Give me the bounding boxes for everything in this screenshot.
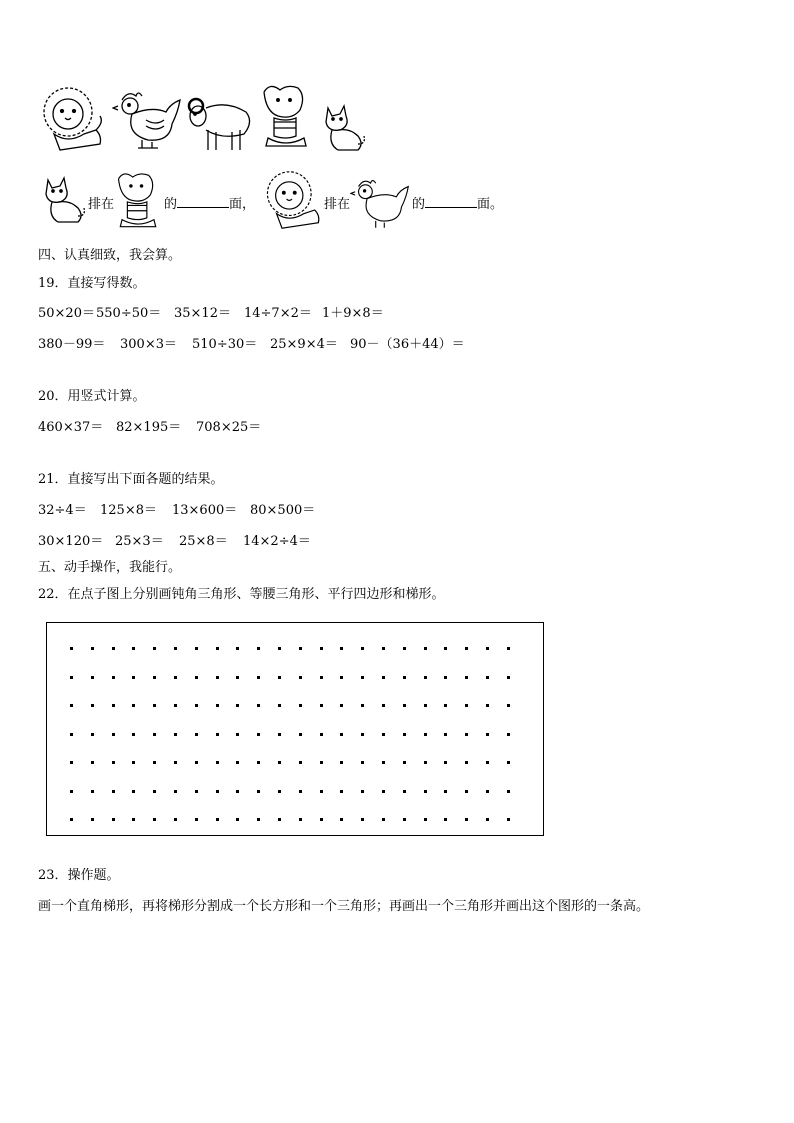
lion-icon (38, 84, 104, 154)
q21-item: 25×3＝ (115, 534, 164, 549)
grid-dot[interactable] (361, 704, 364, 707)
grid-dot[interactable] (153, 676, 156, 679)
grid-dot[interactable] (174, 676, 177, 679)
grid-dot[interactable] (382, 733, 385, 736)
grid-dot[interactable] (195, 647, 198, 650)
q20-item: 460×37＝ (38, 420, 104, 435)
grid-dot[interactable] (278, 761, 281, 764)
grid-dot[interactable] (424, 761, 427, 764)
q19-item: 50×20＝ (38, 306, 95, 321)
grid-dot[interactable] (403, 704, 406, 707)
grid-dot[interactable] (382, 676, 385, 679)
grid-dot[interactable] (382, 704, 385, 707)
q21-row-1 (38, 499, 315, 518)
grid-dot[interactable] (70, 647, 73, 650)
q18-de-2: 的 (412, 197, 426, 212)
grid-dot[interactable] (195, 790, 198, 793)
grid-dot[interactable] (340, 733, 343, 736)
answer-blank-1[interactable] (177, 195, 229, 208)
dot-grid[interactable] (46, 622, 544, 836)
grid-dot[interactable] (320, 676, 323, 679)
q18-text-1: 排在 (88, 197, 115, 212)
grid-dot[interactable] (257, 790, 260, 793)
grid-dot[interactable] (403, 790, 406, 793)
grid-dot[interactable] (444, 676, 447, 679)
q22-title: 22．在点子图上分别画钝角三角形、等腰三角形、平行四边形和梯形。 (38, 587, 445, 602)
grid-dot[interactable] (278, 647, 281, 650)
sheep-icon (182, 94, 252, 154)
dog-icon (260, 82, 312, 152)
grid-dot[interactable] (112, 818, 115, 821)
q19-item: 300×3＝ (120, 337, 177, 352)
grid-dot[interactable] (236, 676, 239, 679)
grid-dot[interactable] (507, 647, 510, 650)
grid-dot[interactable] (153, 733, 156, 736)
grid-dot[interactable] (195, 704, 198, 707)
grid-dot[interactable] (403, 647, 406, 650)
cat-icon (322, 104, 366, 154)
grid-dot[interactable] (507, 818, 510, 821)
grid-dot[interactable] (216, 733, 219, 736)
lion-icon-inline (262, 168, 322, 232)
grid-dot[interactable] (507, 704, 510, 707)
grid-dot[interactable] (257, 761, 260, 764)
grid-dot[interactable] (216, 818, 219, 821)
grid-dot[interactable] (132, 676, 135, 679)
q23-text: 画一个直角梯形，再将梯形分割成一个长方形和一个三角形；再画出一个三角形并画出这个图形的一条高。 (38, 899, 650, 914)
grid-dot[interactable] (153, 818, 156, 821)
grid-dot[interactable] (444, 647, 447, 650)
q19-item: 510÷30＝ (192, 337, 258, 352)
grid-dot[interactable] (278, 733, 281, 736)
q21-item: 25×8＝ (179, 534, 228, 549)
grid-dot[interactable] (361, 647, 364, 650)
grid-dot[interactable] (153, 647, 156, 650)
grid-dot[interactable] (299, 647, 302, 650)
grid-dot[interactable] (153, 790, 156, 793)
q21-item: 14×2÷4＝ (243, 534, 311, 549)
grid-dot[interactable] (320, 818, 323, 821)
grid-dot[interactable] (382, 761, 385, 764)
grid-dot[interactable] (382, 647, 385, 650)
grid-dot[interactable] (112, 733, 115, 736)
grid-dot[interactable] (361, 733, 364, 736)
grid-dot[interactable] (236, 733, 239, 736)
grid-dot[interactable] (444, 818, 447, 821)
q18-end-2: 面。 (477, 197, 504, 212)
grid-dot[interactable] (91, 818, 94, 821)
grid-dot[interactable] (216, 676, 219, 679)
grid-dot[interactable] (257, 733, 260, 736)
q20-item: 708×25＝ (196, 420, 262, 435)
q18-text-2: 排在 (324, 197, 351, 212)
grid-dot[interactable] (257, 676, 260, 679)
cat-icon-inline (42, 176, 86, 226)
grid-dot[interactable] (320, 647, 323, 650)
q18-de-1: 的 (164, 197, 178, 212)
grid-dot[interactable] (236, 818, 239, 821)
grid-dot[interactable] (340, 676, 343, 679)
grid-dot[interactable] (361, 818, 364, 821)
grid-dot[interactable] (278, 818, 281, 821)
grid-dot[interactable] (112, 790, 115, 793)
grid-dot[interactable] (507, 676, 510, 679)
grid-dot[interactable] (320, 733, 323, 736)
grid-dot[interactable] (340, 790, 343, 793)
grid-dot[interactable] (465, 704, 468, 707)
q19-item: 14÷7×2＝ (244, 306, 312, 321)
grid-dot[interactable] (486, 818, 489, 821)
q21-item: 80×500＝ (250, 503, 316, 518)
q21-row-2 (38, 530, 311, 549)
q19-row-2 (38, 333, 465, 352)
rooster-icon (112, 86, 182, 150)
q19-title: 19．直接写得数。 (38, 276, 146, 291)
grid-dot[interactable] (424, 733, 427, 736)
grid-dot[interactable] (299, 704, 302, 707)
grid-dot[interactable] (424, 676, 427, 679)
q20-row-1 (38, 416, 261, 435)
grid-dot[interactable] (195, 761, 198, 764)
grid-dot[interactable] (340, 818, 343, 821)
grid-dot[interactable] (153, 704, 156, 707)
q19-item: 35×12＝ (174, 306, 231, 321)
q23-title: 23．操作题。 (38, 868, 120, 883)
grid-dot[interactable] (174, 733, 177, 736)
grid-dot[interactable] (403, 761, 406, 764)
grid-dot[interactable] (216, 790, 219, 793)
grid-dot[interactable] (195, 818, 198, 821)
grid-dot[interactable] (236, 704, 239, 707)
grid-dot[interactable] (195, 733, 198, 736)
grid-dot[interactable] (91, 761, 94, 764)
grid-dot[interactable] (112, 647, 115, 650)
grid-dot[interactable] (444, 733, 447, 736)
grid-dot[interactable] (361, 761, 364, 764)
grid-dot[interactable] (174, 790, 177, 793)
q19-item: 25×9×4＝ (270, 337, 338, 352)
q18-blank-2-row (412, 193, 503, 212)
grid-dot[interactable] (486, 676, 489, 679)
grid-dot[interactable] (507, 733, 510, 736)
grid-dot[interactable] (174, 704, 177, 707)
grid-dot[interactable] (486, 790, 489, 793)
section-5-heading: 五、动手操作，我能行。 (38, 560, 182, 575)
grid-dot[interactable] (257, 647, 260, 650)
grid-dot[interactable] (424, 704, 427, 707)
grid-dot[interactable] (444, 790, 447, 793)
grid-dot[interactable] (486, 761, 489, 764)
section-4-heading: 四、认真细致，我会算。 (38, 248, 182, 263)
grid-dot[interactable] (91, 647, 94, 650)
grid-dot[interactable] (174, 647, 177, 650)
grid-dot[interactable] (382, 818, 385, 821)
grid-dot[interactable] (361, 790, 364, 793)
grid-dot[interactable] (403, 818, 406, 821)
q19-item: 1＋9×8＝ (322, 306, 384, 321)
rooster-icon-inline (350, 174, 410, 230)
grid-dot[interactable] (361, 676, 364, 679)
grid-dot[interactable] (465, 790, 468, 793)
answer-blank-2[interactable] (425, 195, 477, 208)
grid-dot[interactable] (91, 790, 94, 793)
grid-dot[interactable] (340, 761, 343, 764)
grid-dot[interactable] (507, 790, 510, 793)
grid-dot[interactable] (424, 818, 427, 821)
grid-dot[interactable] (195, 676, 198, 679)
grid-dot[interactable] (112, 761, 115, 764)
grid-dot[interactable] (403, 676, 406, 679)
grid-dot[interactable] (236, 647, 239, 650)
grid-dot[interactable] (486, 733, 489, 736)
grid-dot[interactable] (70, 704, 73, 707)
grid-dot[interactable] (320, 790, 323, 793)
grid-dot[interactable] (132, 704, 135, 707)
grid-dot[interactable] (112, 676, 115, 679)
q19-item: 90－（36＋44）＝ (350, 337, 465, 352)
grid-dot[interactable] (257, 818, 260, 821)
grid-dot[interactable] (70, 733, 73, 736)
grid-dot[interactable] (91, 676, 94, 679)
q21-item: 13×600＝ (172, 503, 238, 518)
grid-dot[interactable] (465, 733, 468, 736)
q20-title: 20．用竖式计算。 (38, 389, 146, 404)
grid-dot[interactable] (320, 761, 323, 764)
grid-dot[interactable] (174, 818, 177, 821)
grid-dot[interactable] (299, 676, 302, 679)
grid-dot[interactable] (444, 761, 447, 764)
grid-dot[interactable] (216, 761, 219, 764)
grid-dot[interactable] (486, 704, 489, 707)
grid-dot[interactable] (299, 733, 302, 736)
grid-dot[interactable] (403, 733, 406, 736)
grid-dot[interactable] (465, 818, 468, 821)
q19-item: 380－99＝ (38, 337, 106, 352)
grid-dot[interactable] (299, 790, 302, 793)
grid-dot[interactable] (340, 647, 343, 650)
grid-dot[interactable] (70, 818, 73, 821)
grid-dot[interactable] (236, 761, 239, 764)
grid-dot[interactable] (507, 761, 510, 764)
grid-dot[interactable] (216, 647, 219, 650)
grid-dot[interactable] (278, 704, 281, 707)
grid-dot[interactable] (278, 790, 281, 793)
grid-dot[interactable] (112, 704, 115, 707)
grid-dot[interactable] (424, 647, 427, 650)
grid-dot[interactable] (320, 704, 323, 707)
grid-dot[interactable] (70, 676, 73, 679)
q19-item: 550÷50＝ (96, 306, 162, 321)
grid-dot[interactable] (174, 761, 177, 764)
grid-dot[interactable] (91, 704, 94, 707)
grid-dot[interactable] (299, 818, 302, 821)
grid-dot[interactable] (340, 704, 343, 707)
grid-dot[interactable] (91, 733, 94, 736)
q21-item: 125×8＝ (100, 503, 157, 518)
q19-row-1 (38, 302, 384, 321)
grid-dot[interactable] (299, 761, 302, 764)
grid-dot[interactable] (132, 790, 135, 793)
q18-end-1: 面， (229, 197, 256, 212)
grid-dot[interactable] (444, 704, 447, 707)
grid-dot[interactable] (70, 790, 73, 793)
grid-dot[interactable] (132, 647, 135, 650)
grid-dot[interactable] (153, 761, 156, 764)
grid-dot[interactable] (236, 790, 239, 793)
q21-title: 21．直接写出下面各题的结果。 (38, 472, 224, 487)
grid-dot[interactable] (257, 704, 260, 707)
dog-icon-inline (114, 170, 162, 232)
q21-item: 30×120＝ (38, 534, 104, 549)
grid-dot[interactable] (278, 676, 281, 679)
grid-dot[interactable] (216, 704, 219, 707)
grid-dot[interactable] (382, 790, 385, 793)
grid-dot[interactable] (132, 761, 135, 764)
grid-dot[interactable] (465, 676, 468, 679)
grid-dot[interactable] (70, 761, 73, 764)
grid-dot[interactable] (132, 733, 135, 736)
q21-item: 32÷4＝ (38, 503, 87, 518)
grid-dot[interactable] (486, 647, 489, 650)
q18-blank-1-row (164, 193, 255, 212)
grid-dot[interactable] (465, 647, 468, 650)
grid-dot[interactable] (132, 818, 135, 821)
grid-dot[interactable] (424, 790, 427, 793)
q20-item: 82×195＝ (116, 420, 182, 435)
grid-dot[interactable] (465, 761, 468, 764)
